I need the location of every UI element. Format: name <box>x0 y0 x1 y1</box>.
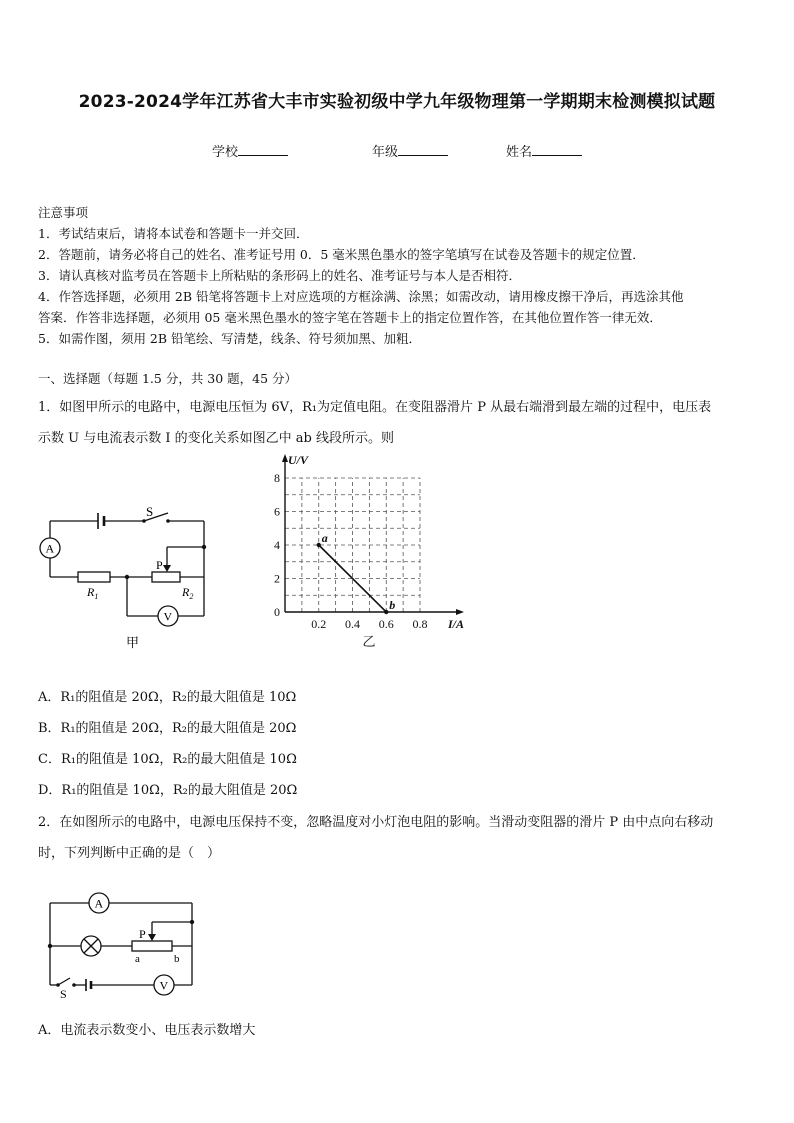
y-tick-label: 6 <box>274 504 280 519</box>
figure-yi-caption: 乙 <box>362 634 376 649</box>
q1-option-b: B．R₁的阻值是 20Ω，R₂的最大阻值是 20Ω <box>38 721 297 736</box>
question-2-line-1: 2．在如图所示的电路中，电源电压保持不变，忽略温度对小灯泡电阻的影响。当滑动变阻器的滑片 P 由中点向右移动 <box>38 815 714 830</box>
notice-item: 1．考试结束后，请将本试卷和答题卡一并交回． <box>38 226 309 241</box>
grade-blank <box>398 143 448 156</box>
name-blank <box>532 143 582 156</box>
rheostat-end-a: a <box>135 953 140 965</box>
grade-label: 年级 <box>372 145 399 160</box>
rheostat-end-b: b <box>174 953 180 965</box>
school-blank <box>238 143 288 156</box>
question-2-line-2: 时，下列判断中正确的是（ ） <box>38 846 221 861</box>
slider-label: P <box>156 558 163 572</box>
q2-option-a: A．电流表示数变小、电压表示数增大 <box>38 1023 256 1038</box>
circuit-diagram-jia <box>36 500 222 650</box>
name-label: 姓名 <box>506 145 533 160</box>
x-tick-label: 0.8 <box>412 617 428 631</box>
circuit-diagram-q2 <box>40 888 205 1000</box>
school-field <box>212 141 288 160</box>
notice-heading: 注意事项 <box>38 205 89 220</box>
y-tick-label: 8 <box>274 471 280 485</box>
data-point <box>317 543 321 547</box>
x-tick-label: 0.4 <box>345 617 360 631</box>
y-tick-label: 4 <box>274 538 280 552</box>
notice-item: 4．作答选择题，必须用 2B 铅笔将答题卡上对应选项的方框涂满、涂黑；如需改动，请用橡皮擦干净后，再选涂其他 <box>38 289 684 304</box>
switch-label: S <box>146 504 154 519</box>
figure-jia-caption: 甲 <box>126 635 140 650</box>
grade-field <box>372 141 448 160</box>
r1-label: $R_1$ <box>87 585 99 601</box>
ammeter-label: A <box>45 541 55 556</box>
q1-option-d: D．R₁的阻值是 10Ω，R₂的最大阻值是 20Ω <box>38 783 298 798</box>
voltmeter-label: V <box>159 978 169 993</box>
question-1-line-1: 1．如图甲所示的电路中，电源电压恒为 6V，R₁为定值电阻。在变阻器滑片 P 从最右端滑到最左端的过程中，电压表 <box>38 400 712 415</box>
y-tick-label: 2 <box>274 571 280 586</box>
point-label: a <box>321 531 328 545</box>
data-point <box>384 610 388 614</box>
u-i-chart <box>265 450 470 650</box>
point-label: b <box>389 598 396 612</box>
notice-item: 3．请认真核对监考员在答题卡上所粘贴的条形码上的姓名、准考证号与本人是否相符． <box>38 268 521 283</box>
school-label: 学校 <box>212 145 239 160</box>
r2-label: $R_2$ <box>182 585 194 601</box>
switch-label: S <box>60 987 67 1000</box>
x-tick-label: 0.2 <box>311 617 327 631</box>
page-title: 2023-2024学年江苏省大丰市实验初级中学九年级物理第一学期期末检测模拟试题 <box>78 92 716 112</box>
voltmeter-label: V <box>163 609 173 624</box>
name-field <box>506 141 582 160</box>
section-heading: 一、选择题（每题 1.5 分，共 30 题，45 分） <box>38 371 298 386</box>
ammeter-label: A <box>94 896 104 911</box>
question-1-line-2: 示数 U 与电流表示数 I 的变化关系如图乙中 ab 线段所示。则 <box>38 431 394 446</box>
chart-marks <box>317 531 396 614</box>
y-tick-label: 0 <box>274 605 280 619</box>
notice-item: 5．如需作图，须用 2B 铅笔绘、写清楚，线条、符号须加黑、加粗． <box>38 331 422 346</box>
slider-label: P <box>139 927 146 941</box>
q1-option-a: A．R₁的阻值是 20Ω，R₂的最大阻值是 10Ω <box>38 690 297 705</box>
x-tick-label: 0.6 <box>378 617 394 631</box>
chart-grid <box>285 478 420 612</box>
q1-option-c: C．R₁的阻值是 10Ω，R₂的最大阻值是 10Ω <box>38 752 297 767</box>
notice-item: 2．答题前，请务必将自己的姓名、准考证号用 0．5 毫米黑色墨水的签字笔填写在试卷及答题卡的规定位置． <box>38 247 645 262</box>
x-axis-label: I/A <box>448 617 465 631</box>
notice-item: 答案．作答非选择题，必须用 05 毫米黑色墨水的签字笔在答题卡上的指定位置作答，在其他位置作答一律无效． <box>38 310 662 325</box>
y-axis-label: U/V <box>288 453 309 467</box>
x-axis-arrow <box>456 609 464 615</box>
